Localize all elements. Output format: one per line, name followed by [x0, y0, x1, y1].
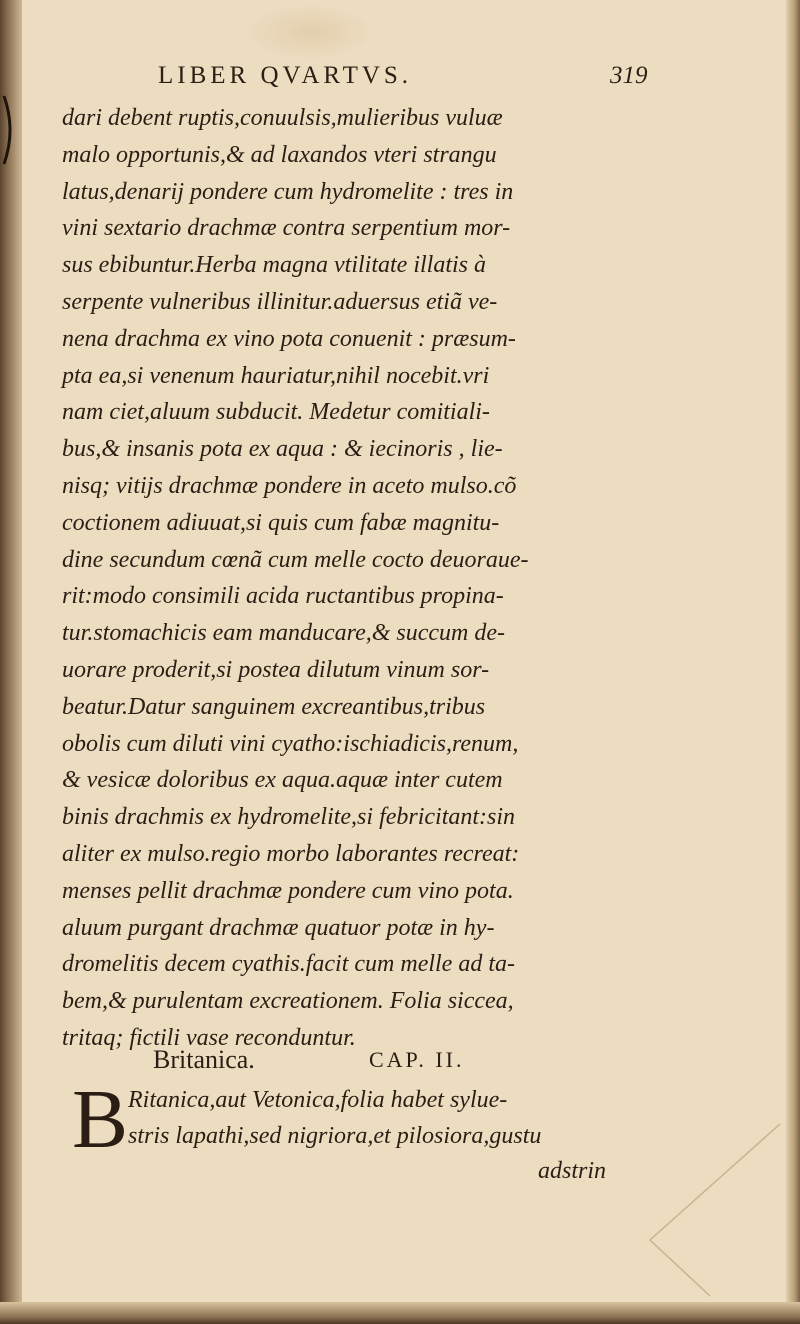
text-line: Ritanica,aut Vetonica,folia habet sylue-	[128, 1087, 508, 1113]
text-line: dari debent ruptis,conuulsis,mulieribus vuluæ	[62, 105, 503, 131]
text-line: latus,denarij pondere cum hydromelite : tres in	[62, 178, 514, 205]
text-line: nam ciet,aluum subducit. Medetur comitiali-	[62, 399, 490, 426]
paper-stain	[250, 6, 370, 58]
text-line: nisq; vitijs drachmæ pondere in aceto mulso.cõ	[62, 472, 517, 499]
text-line: aluum purgant drachmæ quatuor potæ in hy-	[62, 914, 495, 941]
chapter-text	[128, 1082, 648, 1154]
drop-cap: B	[72, 1073, 129, 1166]
binding-gutter	[0, 0, 22, 1324]
chapter-heading	[153, 1042, 553, 1078]
running-title: LIBER QVARTVS.	[158, 62, 413, 89]
margin-mark-icon	[0, 90, 22, 170]
text-line: pta ea,si venenum hauriatur,nihil nocebit.vri	[62, 362, 490, 389]
chapter-number: CAP. II.	[369, 1047, 465, 1072]
text-line: rit:modo consimili acida ructantibus propina-	[62, 583, 504, 610]
text-line: dine secundum cœnã cum melle cocto deuoraue-	[62, 546, 529, 573]
text-line: obolis cum diluti vini cyatho:ischiadicis,renum,	[62, 730, 519, 757]
text-line: tritaq; fictili vase reconduntur.	[62, 1024, 356, 1051]
page-header	[60, 62, 660, 94]
catchword: adstrin	[538, 1158, 607, 1184]
text-line: serpente vulneribus illinitur.aduersus etiã ve-	[62, 288, 498, 315]
page-number: 319	[610, 62, 648, 89]
text-line: bus,& insanis pota ex aqua : & iecinoris , lie-	[62, 436, 503, 463]
text-line: aliter ex mulso.regio morbo laborantes recreat:	[62, 840, 520, 867]
text-line: dromelitis decem cyathis.facit cum melle ad ta-	[62, 951, 515, 978]
page-fold-icon	[640, 1120, 790, 1300]
text-line: uorare proderit,si postea dilutum vinum sor-	[62, 656, 490, 683]
text-line: malo opportunis,& ad laxandos vteri strangu	[62, 141, 497, 168]
text-line: menses pellit drachmæ pondere cum vino pota.	[62, 877, 514, 904]
text-line: coctionem adiuuat,si quis cum fabæ magnitu-	[62, 509, 500, 536]
text-line: stris lapathi,sed nigriora,et pilosiora,gustu	[128, 1123, 542, 1149]
text-line: binis drachmis ex hydromelite,si febricitant:sin	[62, 804, 516, 831]
chapter-title: Britanica.	[153, 1045, 255, 1074]
text-line: & vesicæ doloribus ex aqua.aquæ inter cutem	[62, 767, 503, 794]
text-line: bem,& purulentam excreationem. Folia siccea,	[62, 988, 514, 1015]
text-line: beatur.Datur sanguinem excreantibus,tribus	[62, 693, 486, 720]
page-edge-bottom	[0, 1302, 800, 1324]
body-text	[62, 100, 632, 1057]
text-line: sus ebibuntur.Herba magna vtilitate illatis à	[62, 252, 486, 279]
text-line: nena drachma ex vino pota conuenit : præsum-	[62, 325, 516, 352]
text-line: tur.stomachicis eam manducare,& succum de-	[62, 620, 506, 647]
text-line: vini sextario drachmæ contra serpentium mor-	[62, 215, 511, 242]
